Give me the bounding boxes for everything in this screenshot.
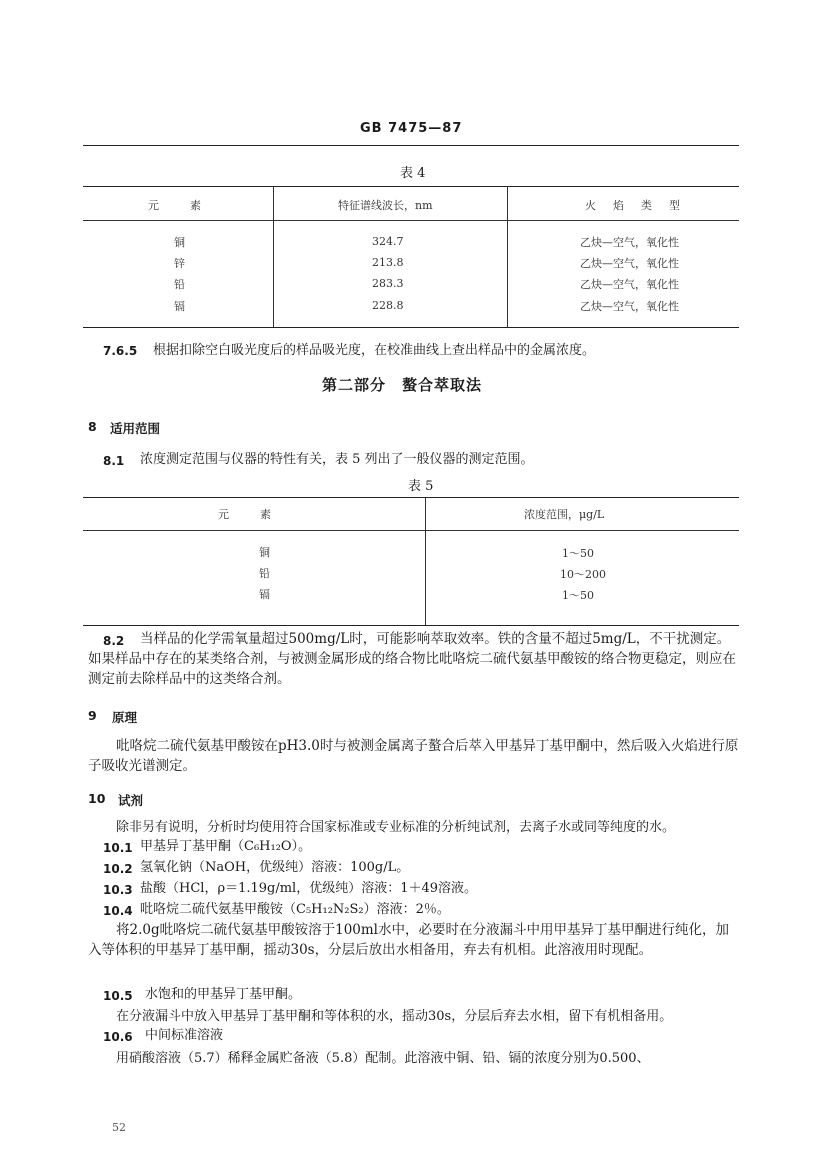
table5-header-range: 浓度范围，μg/L — [524, 508, 605, 521]
paragraph: 在分液漏斗中放入甲基异丁基甲酮和等体积的水，摇动30s，分层后弃去水相，留下有机相备用。 — [116, 1009, 673, 1024]
section-number: 9 — [88, 708, 97, 723]
part-title: 第二部分 螯合萃取法 — [322, 376, 483, 394]
table4-cell: 乙炔—空气，氧化性 — [580, 257, 679, 270]
clause-number: 10.6 — [103, 1030, 133, 1044]
table4-header-wavelength: 特征谱线波长，nm — [338, 199, 433, 212]
clause-text: 吡咯烷二硫代氨基甲酸铵（C₅H₁₂N₂S₂）溶液：2％。 — [140, 902, 450, 917]
clause-number: 10.5 — [103, 989, 133, 1003]
table5-cell: 1～50 — [562, 547, 594, 560]
clause-number: 8.1 — [103, 454, 125, 468]
clause-text: 盐酸（HCl，ρ＝1.19g/ml，优级纯）溶液：1＋49溶液。 — [140, 881, 478, 896]
table4-cell: 镉 — [174, 300, 185, 313]
paragraph: 将2.0g吡咯烷二硫代氨基甲酸铵溶于100ml水中，必要时在分液漏斗中用甲基异丁基甲酮进行纯化，加入等体积的甲基异丁基甲酮，摇动30s，分层后放出水相备用，弃去有机相。此溶液用时现配。 — [88, 922, 729, 958]
table5-top-rule — [83, 497, 739, 498]
table4-cell: 283.3 — [372, 277, 404, 290]
clause-text: 浓度测定范围与仪器的特性有关，表 5 列出了一般仪器的测定范围。 — [140, 452, 534, 467]
table5-cell: 铅 — [259, 567, 270, 580]
table4-cell: 锌 — [174, 257, 185, 270]
header-rule — [83, 145, 739, 146]
clause-number: 8.2 — [103, 634, 125, 648]
table4-cell: 乙炔—空气，氧化性 — [580, 278, 679, 291]
clause-text: 根据扣除空白吸光度后的样品吸光度，在校准曲线上查出样品中的金属浓度。 — [153, 343, 596, 358]
section-number: 8 — [88, 419, 97, 434]
standard-code: GB 7475—87 — [360, 121, 463, 136]
table4-cell: 乙炔—空气，氧化性 — [580, 236, 679, 249]
clause-number: 10.1 — [103, 841, 133, 855]
table4-col-divider — [507, 187, 508, 327]
table5-cell: 镉 — [259, 588, 270, 601]
table5-col-divider — [425, 498, 426, 625]
table4-top-rule — [83, 186, 739, 187]
clause-text: 水饱和的甲基异丁基甲酮。 — [145, 987, 302, 1002]
clause-number: 10.2 — [103, 862, 133, 876]
table4-cell: 铜 — [174, 236, 185, 249]
table5-cell: 1～50 — [562, 589, 594, 602]
clause-text: 当样品的化学需氧量超过500mg/L时，可能影响萃取效率。铁的含量不超过5mg/L，不干扰测定。如果样品中存在的某类络合剂，与被测金属形成的络合物比吡咯烷二硫代氨基甲酸铵的络合物更稳定，则应在测定前去除样品中的这类络合剂。 — [88, 631, 736, 687]
clause-text: 氢氧化钠（NaOH，优级纯）溶液：100g/L。 — [140, 860, 410, 875]
table4-cell: 乙炔—空气，氧化性 — [580, 300, 679, 313]
paragraph: 吡咯烷二硫代氨基甲酸铵在pH3.0时与被测金属离子螯合后萃入甲基异丁基甲酮中，然后吸入火焰进行原子吸收光谱测定。 — [88, 738, 739, 774]
paragraph: 除非另有说明，分析时均使用符合国家标准或专业标准的分析纯试剂，去离子水或同等纯度的水。 — [116, 820, 676, 835]
table4-cell: 铅 — [174, 278, 185, 291]
section-number: 10 — [88, 791, 106, 806]
table4-bottom-rule — [83, 327, 739, 328]
table4-caption: 表 4 — [400, 166, 426, 181]
clause-text: 甲基异丁基甲酮（C₆H₁₂O）。 — [140, 839, 312, 854]
paragraph: 用硝酸溶液（5.7）稀释金属贮备液（5.8）配制。此溶液中铜、铅、镉的浓度分别为0.500、 — [116, 1051, 650, 1066]
table5-cell: 10～200 — [560, 568, 606, 581]
section-title: 原理 — [112, 710, 138, 725]
table5-header-element: 元 素 — [218, 508, 274, 521]
table5-caption: 表 5 — [408, 479, 434, 494]
table5-header-rule — [83, 530, 739, 531]
table4-header-flame: 火 焰 类 型 — [585, 199, 683, 212]
table4-cell: 228.8 — [372, 299, 404, 312]
table4-header-rule — [83, 220, 739, 221]
table4-header-element: 元 素 — [148, 199, 204, 212]
table4-col-divider — [273, 187, 274, 327]
page-number: 52 — [112, 1121, 126, 1134]
table5-bottom-rule — [83, 625, 739, 626]
section-title: 试剂 — [118, 793, 144, 808]
table4-cell: 324.7 — [372, 235, 404, 248]
clause-number: 10.4 — [103, 904, 133, 918]
clause-text: 中间标准溶液 — [145, 1028, 224, 1043]
clause-number: 7.6.5 — [103, 344, 138, 358]
clause-number: 10.3 — [103, 883, 133, 897]
table4-cell: 213.8 — [372, 256, 404, 269]
table5-cell: 铜 — [259, 546, 270, 559]
section-title: 适用范围 — [110, 421, 161, 436]
